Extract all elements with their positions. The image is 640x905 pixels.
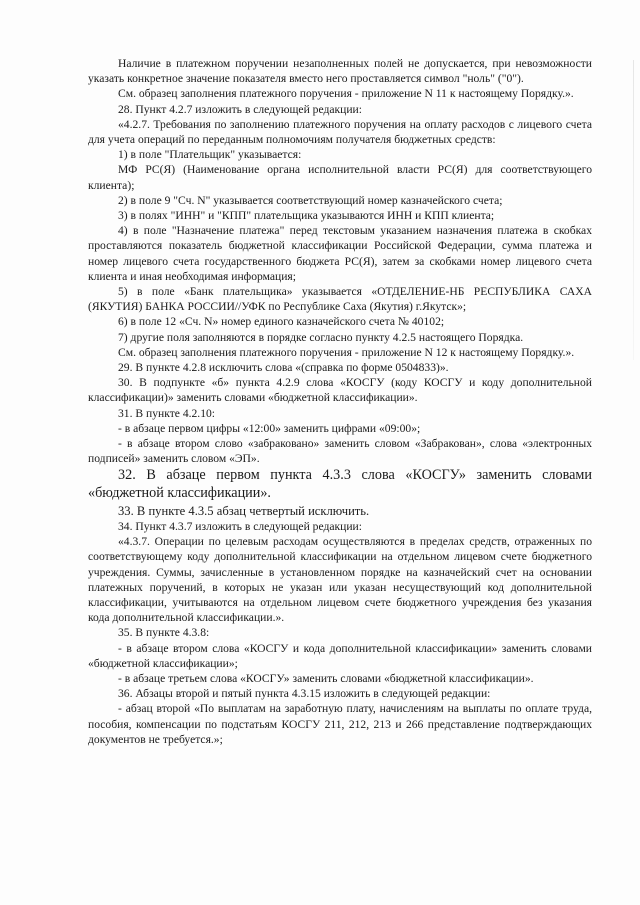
paragraph: 31. В пункте 4.2.10: xyxy=(118,406,216,420)
paragraph: 28. Пункт 4.2.7 изложить в следующей редакции: xyxy=(118,102,362,116)
paragraph: - в абзаце втором слово «забраковано» заменить словом «Забракован», слова «электронных подписей» заменить словом «ЭП». xyxy=(88,437,592,466)
paragraph: См. образец заполнения платежного поручения - приложение N 11 к настоящему Порядку.». xyxy=(118,87,574,101)
paragraph: - в абзаце третьем слова «КОСГУ» заменить словами «бюджетной классификации». xyxy=(118,671,534,685)
paragraph: 36. Абзацы второй и пятый пункта 4.3.15 изложить в следующей редакции: xyxy=(118,687,491,701)
paragraph: 3) в полях "ИНН" и "КПП" плательщика указываются ИНН и КПП клиента; xyxy=(118,209,495,223)
paragraph: См. образец заполнения платежного поручения - приложение N 12 к настоящему Порядку.». xyxy=(118,345,575,359)
paragraph: 2) в поле 9 "Сч. N" указывается соответствующий номер казначейского счета; xyxy=(118,193,503,207)
document-body xyxy=(88,56,592,747)
paragraph: 6) в поле 12 «Сч. N» номер единого казначейского счета № 40102; xyxy=(118,315,445,329)
paragraph: «4.3.7. Операции по целевым расходам осуществляются в пределах средств, отраженных по соответствующему коду дополнительной классификации на отдельном лицевом счете бюджетного учреждения. Суммы, зачисленные в установленном порядке на казначейский счет на основании платежных поручений, в которых не указан или указан несуществующий код дополнительной классификации, учитываются на отдельном лицевом счете бюджетного учреждения без указания кода дополнительной классификации.». xyxy=(88,535,592,625)
paragraph: - абзац второй «По выплатам на заработную плату, начислениям на выплаты по оплате труда, пособия, компенсации по подстатьям КОСГУ 211, 212, 213 и 266 представление подтверждающих документов не требуется.»; xyxy=(88,702,592,746)
paragraph: 29. В пункте 4.2.8 исключить слова «(справка по форме 0504833)». xyxy=(118,361,449,375)
paragraph: 35. В пункте 4.3.8: xyxy=(118,626,210,640)
paragraph-large: 32. В абзаце первом пункта 4.3.3 слова «КОСГУ» заменить словами «бюджетной классификации». xyxy=(88,467,592,501)
paragraph: 7) другие поля заполняются в порядке согласно пункту 4.2.5 настоящего Порядка. xyxy=(118,330,524,344)
paragraph: 34. Пункт 4.3.7 изложить в следующей редакции: xyxy=(118,519,362,533)
paragraph-medium: 33. В пункте 4.3.5 абзац четвертый исключить. xyxy=(118,503,370,518)
paragraph: МФ РС(Я) (Наименование органа исполнительной власти РС(Я) для соответствующего клиента); xyxy=(88,163,592,192)
paragraph: «4.2.7. Требования по заполнению платежного поручения на оплату расходов с лицевого счета для учета операций по переданным полномочиям получателя бюджетных средств: xyxy=(88,117,592,147)
paragraph: 4) в поле "Назначение платежа" перед текстовым указанием назначения платежа в скобках проставляются показатель бюджетной классификации Российской Федерации, сумма платежа и номер лицевого счета государственного бюджета РС(Я), затем за скобками номер лицевого счета клиента и иная необходимая информация; xyxy=(88,224,592,283)
scan-edge-line xyxy=(633,60,634,360)
paragraph: - в абзаце втором слова «КОСГУ и кода дополнительной классификации» заменить словами «бюджетной классификации»; xyxy=(88,641,592,670)
paragraph: 1) в поле "Плательщик" указывается: xyxy=(118,148,302,162)
paragraph: 30. В подпункте «б» пункта 4.2.9 слова «КОСГУ (коду КОСГУ и коду дополнительной классификации)» заменить словами «бюджетной классификации». xyxy=(88,376,592,405)
paragraph: - в абзаце первом цифры «12:00» заменить цифрами «09:00»; xyxy=(118,421,421,435)
paragraph: Наличие в платежном поручении незаполненных полей не допускается, при невозможности указать конкретное значение показателя вместо него проставляется символ "ноль" ("0"). xyxy=(88,57,592,86)
paragraph: 5) в поле «Банк плательщика» указывается «ОТДЕЛЕНИЕ-НБ РЕСПУБЛИКА САХА (ЯКУТИЯ) БАНКА РОССИИ//УФК по Республике Саха (Якутия) г.Якутск»; xyxy=(88,285,592,314)
